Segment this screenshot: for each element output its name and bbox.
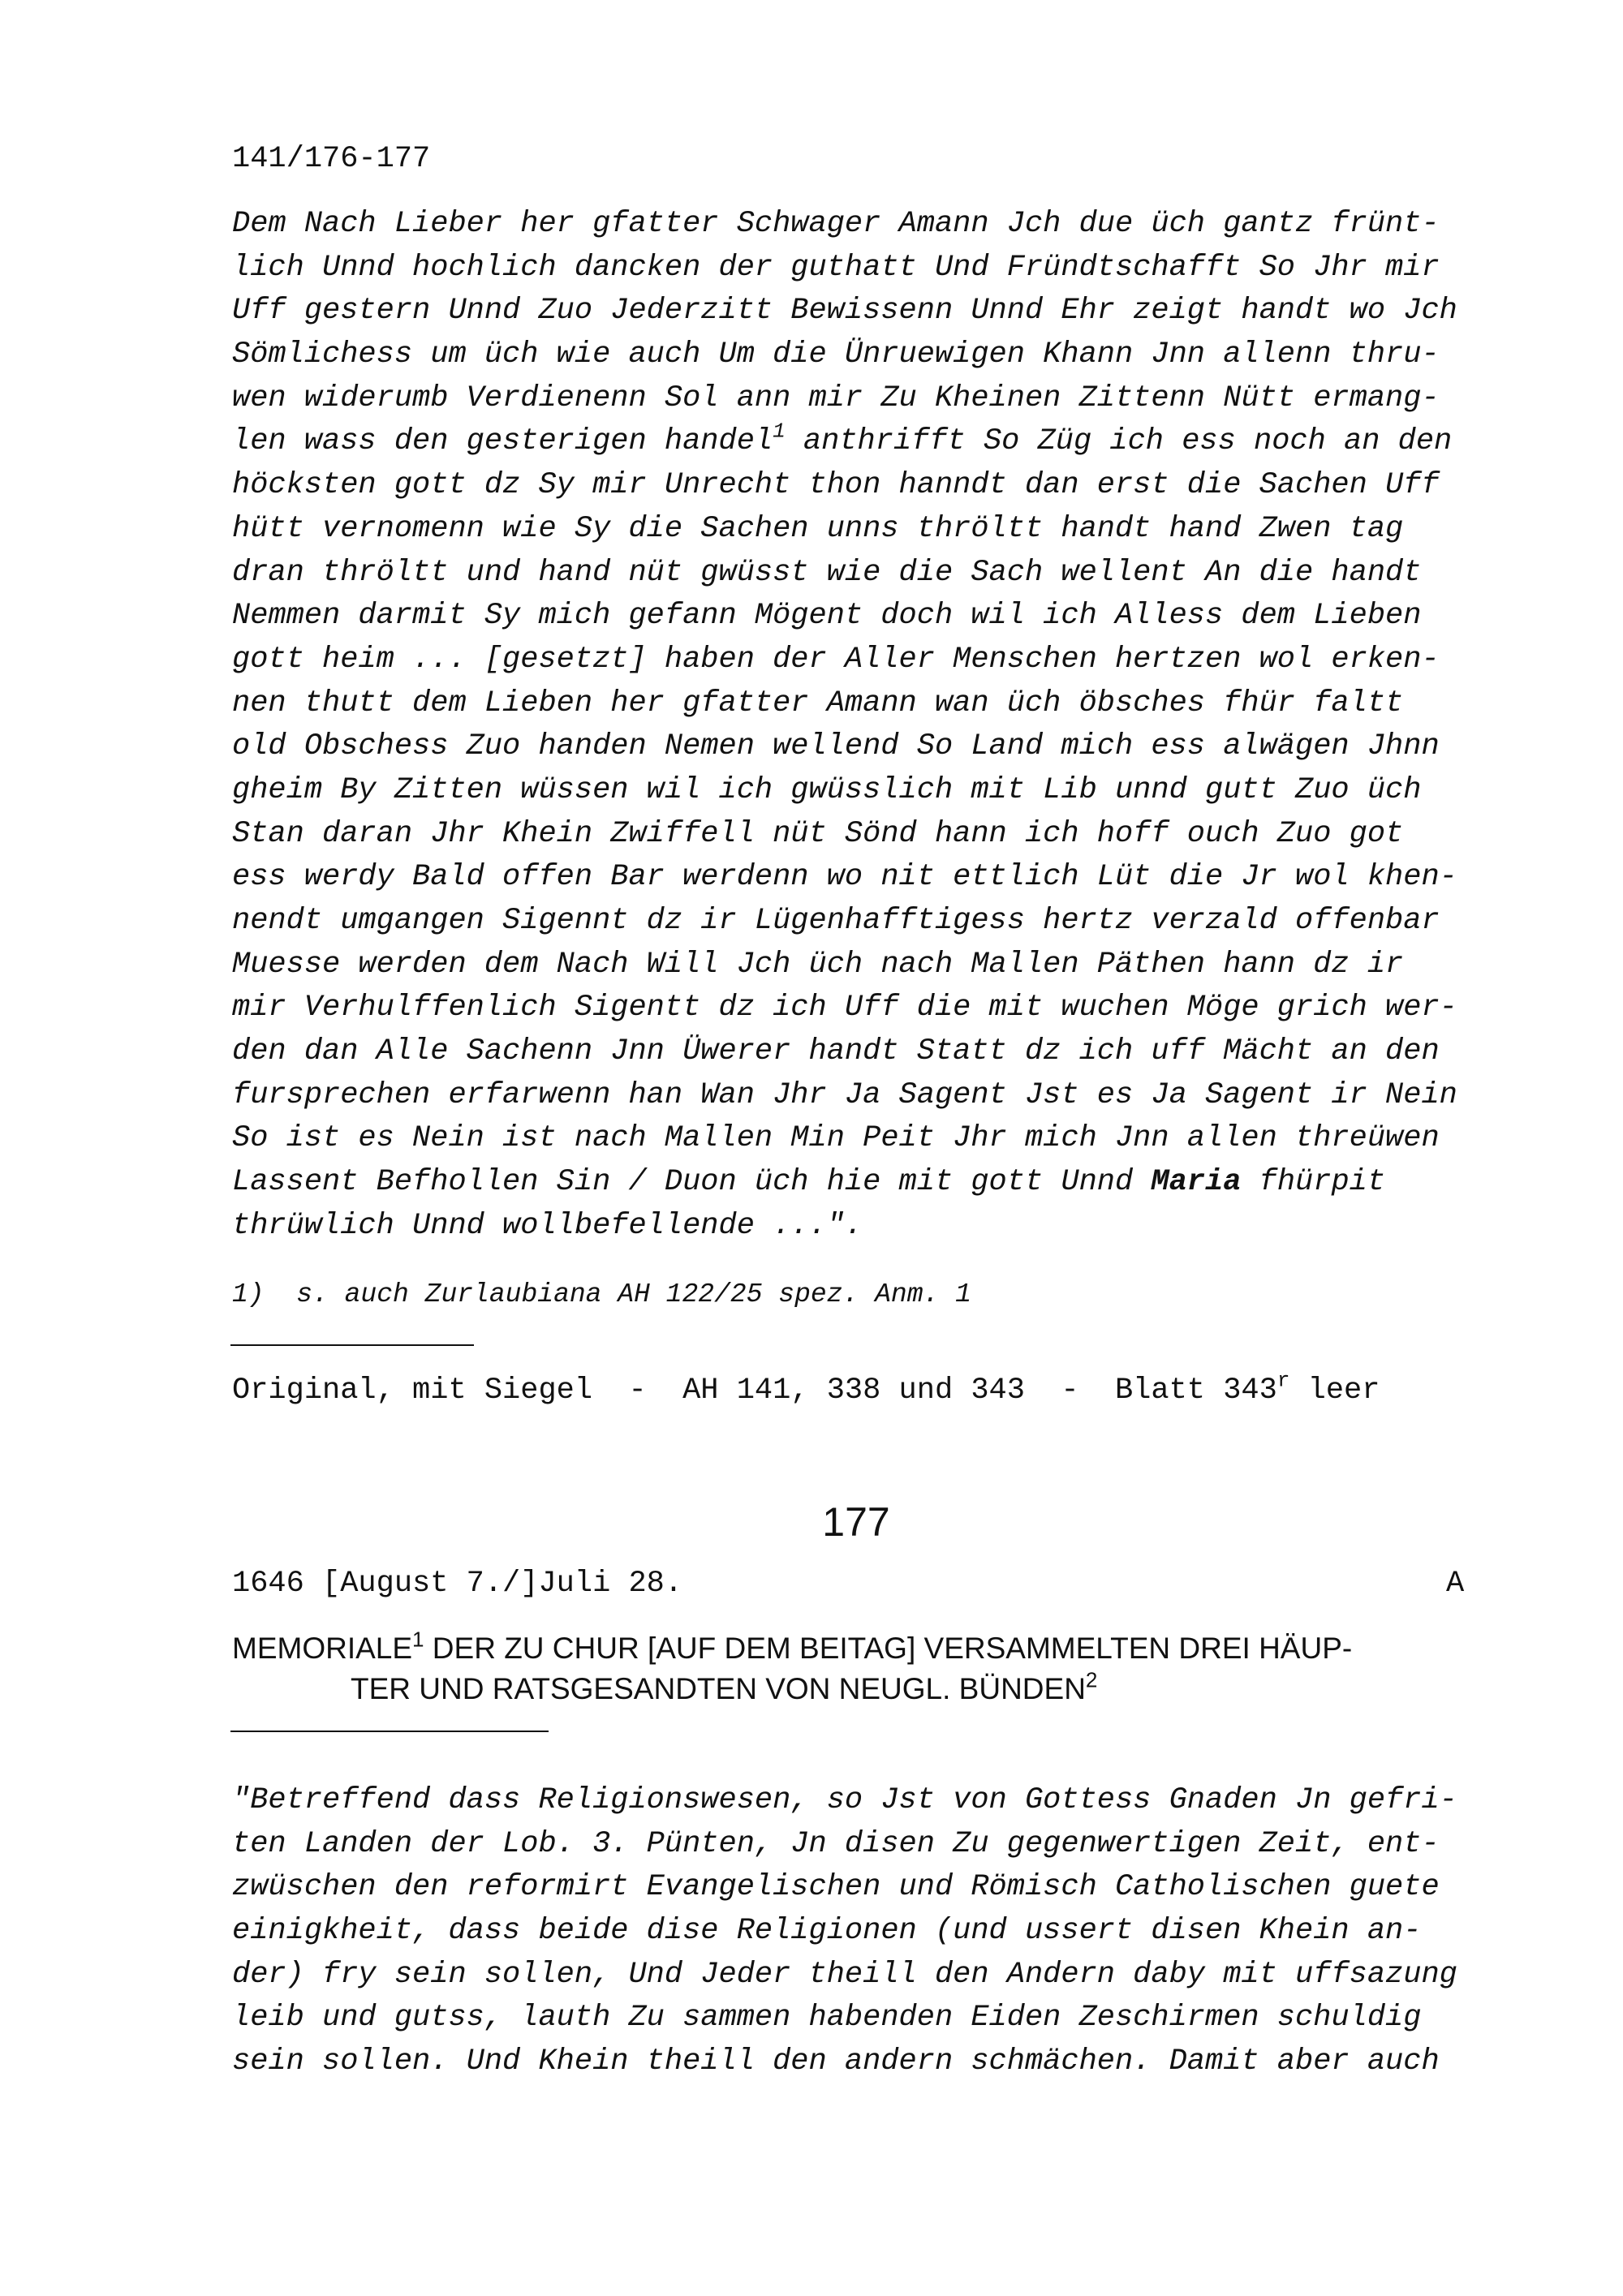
footnote-marker: 1 xyxy=(412,1627,424,1652)
letter-line: den dan Alle Sachenn Jnn Üwerer handt Statt dz ich uff Mächt an den xyxy=(232,1034,1440,1069)
letter-line: nendt umgangen Sigennt dz ir Lügenhafftigess hertz verzald offenbar xyxy=(232,904,1440,938)
letter-line: thrüwlich Unnd wollbefellende ...". xyxy=(232,1208,863,1243)
document-heading xyxy=(232,1628,1498,1709)
letter-line: hütt vernomenn wie Sy die Sachen unns thröltt handt hand Zwen tag xyxy=(232,511,1404,546)
letter-line: gott heim ... [gesetzt] haben der Aller Menschen hertzen wol erken- xyxy=(232,642,1440,677)
letter-line-text: Lassent Befhollen Sin / Duon üch hie mit gott Unnd xyxy=(232,1165,1152,1200)
document-line: sein sollen. Und Khein theill den andern schmächen. Damit aber auch xyxy=(232,2044,1440,2079)
heading-text: MEMORIALE xyxy=(232,1632,413,1665)
letter-text xyxy=(232,203,1482,1249)
document-line: ten Landen der Lob. 3. Pünten, Jn disen Zu gegenwertigen Zeit, ent- xyxy=(232,1826,1440,1861)
document-line: zwüschen den reformirt Evangelischen und Römisch Catholischen guete xyxy=(232,1870,1440,1905)
letter-line: Stan daran Jhr Khein Zwiffell nüt Sönd hann ich hoff ouch Zuo got xyxy=(232,816,1404,851)
letter-line: Uff gestern Unnd Zuo Jederzitt Bewissenn Unnd Ehr zeigt handt wo Jch xyxy=(232,294,1457,329)
letter-line-text: fhürpit xyxy=(1241,1165,1386,1200)
letter-line: Dem Nach Lieber her gfatter Schwager Amann Jch due üch gantz frünt- xyxy=(232,207,1440,241)
document-line: einigkheit, dass beide dise Religionen (und ussert disen Khein an- xyxy=(232,1914,1422,1949)
document-letter-mark: A xyxy=(1446,1567,1465,1601)
letter-line-text: len wass den gesterigen handel xyxy=(232,424,773,459)
letter-line: dran thröltt und hand nüt gwüsst wie die Sach wellent An die handt xyxy=(232,555,1422,590)
letter-line: So ist es Nein ist nach Mallen Min Peit Jhr mich Jnn allen threüwen xyxy=(232,1121,1440,1156)
footnote-marker: 1 xyxy=(773,419,786,445)
letter-line: Muesse werden dem Nach Will Jch üch nach Mallen Päthen hann dz ir xyxy=(232,947,1404,982)
emphasis-maria: Maria xyxy=(1151,1165,1242,1200)
letter-line: fursprechen erfarwenn han Wan Jhr Ja Sagent Jst es Ja Sagent ir Nein xyxy=(232,1077,1457,1112)
letter-line: Sömlichess um üch wie auch Um die Ünruewigen Khann Jnn allenn thru- xyxy=(232,338,1440,372)
letter-line: lich Unnd hochlich dancken der guthatt Und Fründtschafft So Jhr mir xyxy=(232,250,1440,285)
superscript-recto: r xyxy=(1276,1368,1290,1393)
letter-line: old Obschess Zuo handen Nemen wellend So Land mich ess alwägen Jhnn xyxy=(232,729,1440,764)
document-date: 1646 [August 7./]Juli 28. xyxy=(232,1567,683,1601)
page-reference: 141/176-177 xyxy=(232,142,431,176)
heading-text: DER ZU CHUR [AUF DEM BEITAG] VERSAMMELTEN DREI HÄUP- xyxy=(424,1632,1353,1665)
letter-line xyxy=(232,1161,1482,1205)
letter-line: höcksten gott dz Sy mir Unrecht thon hanndt dan erst die Sachen Uff xyxy=(232,468,1440,503)
footnote: 1) s. auch Zurlaubiana AH 122/25 spez. Anm. 1 xyxy=(232,1279,971,1309)
letter-line: Nemmen darmit Sy mich gefann Mögent doch wil ich Alless dem Lieben xyxy=(232,599,1422,634)
document-line: "Betreffend dass Religionswesen, so Jst von Gottess Gnaden Jn gefri- xyxy=(232,1783,1457,1817)
heading-text: TER UND RATSGESANDTEN VON NEUGL. BÜNDEN xyxy=(351,1672,1086,1705)
document-line: leib und gutss, lauth Zu sammen habenden Eiden Zeschirmen schuldig xyxy=(232,2001,1422,2036)
letter-line: gheim By Zitten wüssen wil ich gwüsslich mit Lib unnd gutt Zuo üch xyxy=(232,772,1422,807)
document-text xyxy=(232,1779,1482,2084)
letter-line: ess werdy Bald offen Bar werdenn wo nit ettlich Lüt die Jr wol khen- xyxy=(232,860,1457,895)
letter-line xyxy=(232,420,1482,464)
heading-line xyxy=(232,1628,1498,1669)
source-text: Original, mit Siegel - AH 141, 338 und 343 - Blatt 343 xyxy=(232,1374,1277,1408)
source-note xyxy=(232,1368,1380,1410)
footnote-marker: 2 xyxy=(1085,1667,1098,1692)
divider-rule xyxy=(230,1731,549,1732)
source-tail: leer xyxy=(1289,1374,1380,1408)
letter-line-text: anthrifft So Züg ich ess noch an den xyxy=(785,424,1453,459)
document-line: der) fry sein sollen, Und Jeder theill den Andern daby mit uffsazung xyxy=(232,1957,1457,1992)
letter-line: mir Verhulffenlich Sigentt dz ich Uff die mit wuchen Möge grich wer- xyxy=(232,991,1457,1025)
letter-line: wen widerumb Verdienenn Sol ann mir Zu Kheinen Zittenn Nütt ermang- xyxy=(232,381,1440,415)
heading-line xyxy=(232,1669,1498,1709)
document-number: 177 xyxy=(822,1499,890,1545)
letter-line: nen thutt dem Lieben her gfatter Amann wan üch öbsches fhür faltt xyxy=(232,686,1404,720)
divider-rule xyxy=(230,1344,474,1346)
